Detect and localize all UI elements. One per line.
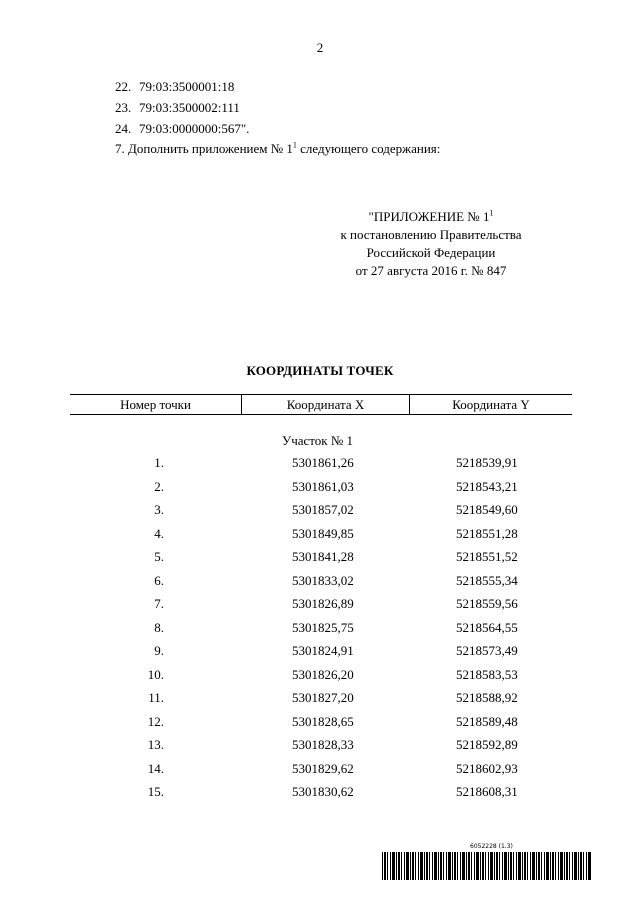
cell-coordinate-y: 5218583,53 (456, 666, 518, 682)
cell-coordinate-x: 5301829,62 (292, 760, 354, 776)
list-item-value: 79:03:0000000:567". (139, 121, 250, 136)
cell-coordinate-y: 5218559,56 (456, 596, 518, 611)
table-row (70, 549, 572, 573)
cell-coordinate-x: 5301828,65 (292, 713, 354, 729)
cell-coordinate-x: 5301861,03 (292, 478, 354, 494)
cell-point-number: 10. (147, 666, 164, 682)
cell-point-number: 8. (154, 619, 164, 635)
cell-coordinate-x: 5301828,33 (292, 737, 354, 752)
table-row (70, 643, 572, 667)
cell-coordinate-x: 5301825,75 (292, 619, 354, 635)
appendix-line-2: к постановлению Правительства (340, 227, 522, 242)
table-row (70, 479, 572, 503)
instruction-superscript: 1 (292, 140, 297, 150)
list-item-value: 79:03:3500001:18 (139, 79, 235, 94)
table-row (70, 761, 572, 785)
list-item-value: 79:03:3500002:111 (139, 100, 240, 115)
table-title: КООРДИНАТЫ ТОЧЕК (246, 363, 394, 378)
cell-coordinate-x: 5301849,85 (292, 525, 354, 541)
appendix-superscript: 1 (489, 208, 494, 218)
cell-coordinate-x: 5301857,02 (292, 502, 354, 517)
section-title: Участок № 1 (282, 433, 354, 448)
cell-coordinate-x: 5301830,62 (292, 784, 354, 799)
table-row (70, 573, 572, 597)
table-row (70, 455, 572, 479)
list-item (115, 100, 249, 121)
instruction-after: следующего содержания: (296, 141, 441, 156)
cell-point-number: 3. (154, 502, 164, 517)
cell-coordinate-y: 5218543,21 (456, 478, 518, 494)
page-number: 2 (316, 40, 324, 55)
list-item-number: 22. (115, 79, 132, 94)
appendix-title: "ПРИЛОЖЕНИЕ № 1 (368, 209, 490, 224)
cell-point-number: 9. (154, 643, 164, 658)
table-row (70, 737, 572, 761)
header-point-number: Номер точки (70, 395, 242, 414)
table-row (70, 620, 572, 644)
header-coordinate-x: Координата X (242, 395, 410, 414)
cell-coordinate-x: 5301826,20 (292, 666, 354, 682)
cell-point-number: 4. (154, 525, 164, 541)
cell-point-number: 1. (154, 455, 164, 470)
table-row (70, 502, 572, 526)
cell-coordinate-x: 5301861,26 (292, 455, 354, 470)
list-item-number: 24. (115, 121, 132, 136)
table-row (70, 784, 572, 808)
cell-coordinate-x: 5301827,20 (292, 690, 354, 705)
table-row (70, 690, 572, 714)
cell-coordinate-y: 5218589,48 (456, 713, 518, 729)
table-row (70, 667, 572, 691)
cell-coordinate-y: 5218592,89 (456, 737, 518, 752)
cell-coordinate-x: 5301833,02 (292, 572, 354, 588)
cell-coordinate-y: 5218551,52 (456, 549, 518, 564)
cell-coordinate-y: 5218549,60 (456, 502, 518, 517)
cell-coordinate-y: 5218573,49 (456, 643, 518, 658)
cell-coordinate-y: 5218539,91 (456, 455, 518, 470)
cell-point-number: 14. (147, 760, 164, 776)
cell-coordinate-y: 5218608,31 (456, 784, 518, 799)
barcode-icon (382, 852, 592, 880)
cell-point-number: 6. (154, 572, 164, 588)
cell-coordinate-y: 5218602,93 (456, 760, 518, 776)
cell-coordinate-y: 5218564,55 (456, 619, 518, 635)
cell-coordinate-x: 5301826,89 (292, 596, 354, 611)
appendix-line-1 (300, 209, 562, 227)
cell-coordinate-y: 5218555,34 (456, 572, 518, 588)
table-row (70, 714, 572, 738)
cell-point-number: 7. (154, 596, 164, 611)
header-coordinate-y: Координата Y (452, 396, 530, 412)
table-body (70, 455, 572, 808)
barcode-number: 6052228 (1.3) (470, 843, 513, 850)
cell-coordinate-x: 5301824,91 (292, 643, 354, 658)
cell-point-number: 15. (147, 784, 164, 799)
instruction-text (115, 141, 440, 157)
list-item (115, 79, 249, 100)
appendix-header (300, 209, 562, 281)
cell-point-number: 5. (154, 549, 164, 564)
cell-point-number: 11. (148, 690, 164, 705)
list-item-number: 23. (115, 100, 132, 115)
instruction-before: 7. Дополнить приложением № 1 (115, 141, 293, 156)
cadastral-number-list (115, 79, 249, 142)
cell-point-number: 12. (147, 713, 164, 729)
appendix-line-3: Российской Федерации (366, 245, 496, 260)
table-header (70, 394, 572, 415)
cell-point-number: 2. (154, 478, 164, 494)
appendix-line-4: от 27 августа 2016 г. № 847 (355, 263, 507, 278)
list-item (115, 121, 249, 142)
cell-coordinate-y: 5218551,28 (456, 525, 518, 541)
cell-coordinate-y: 5218588,92 (456, 690, 518, 705)
cell-coordinate-x: 5301841,28 (292, 549, 354, 564)
cell-point-number: 13. (147, 737, 164, 752)
table-row (70, 596, 572, 620)
table-row (70, 526, 572, 550)
